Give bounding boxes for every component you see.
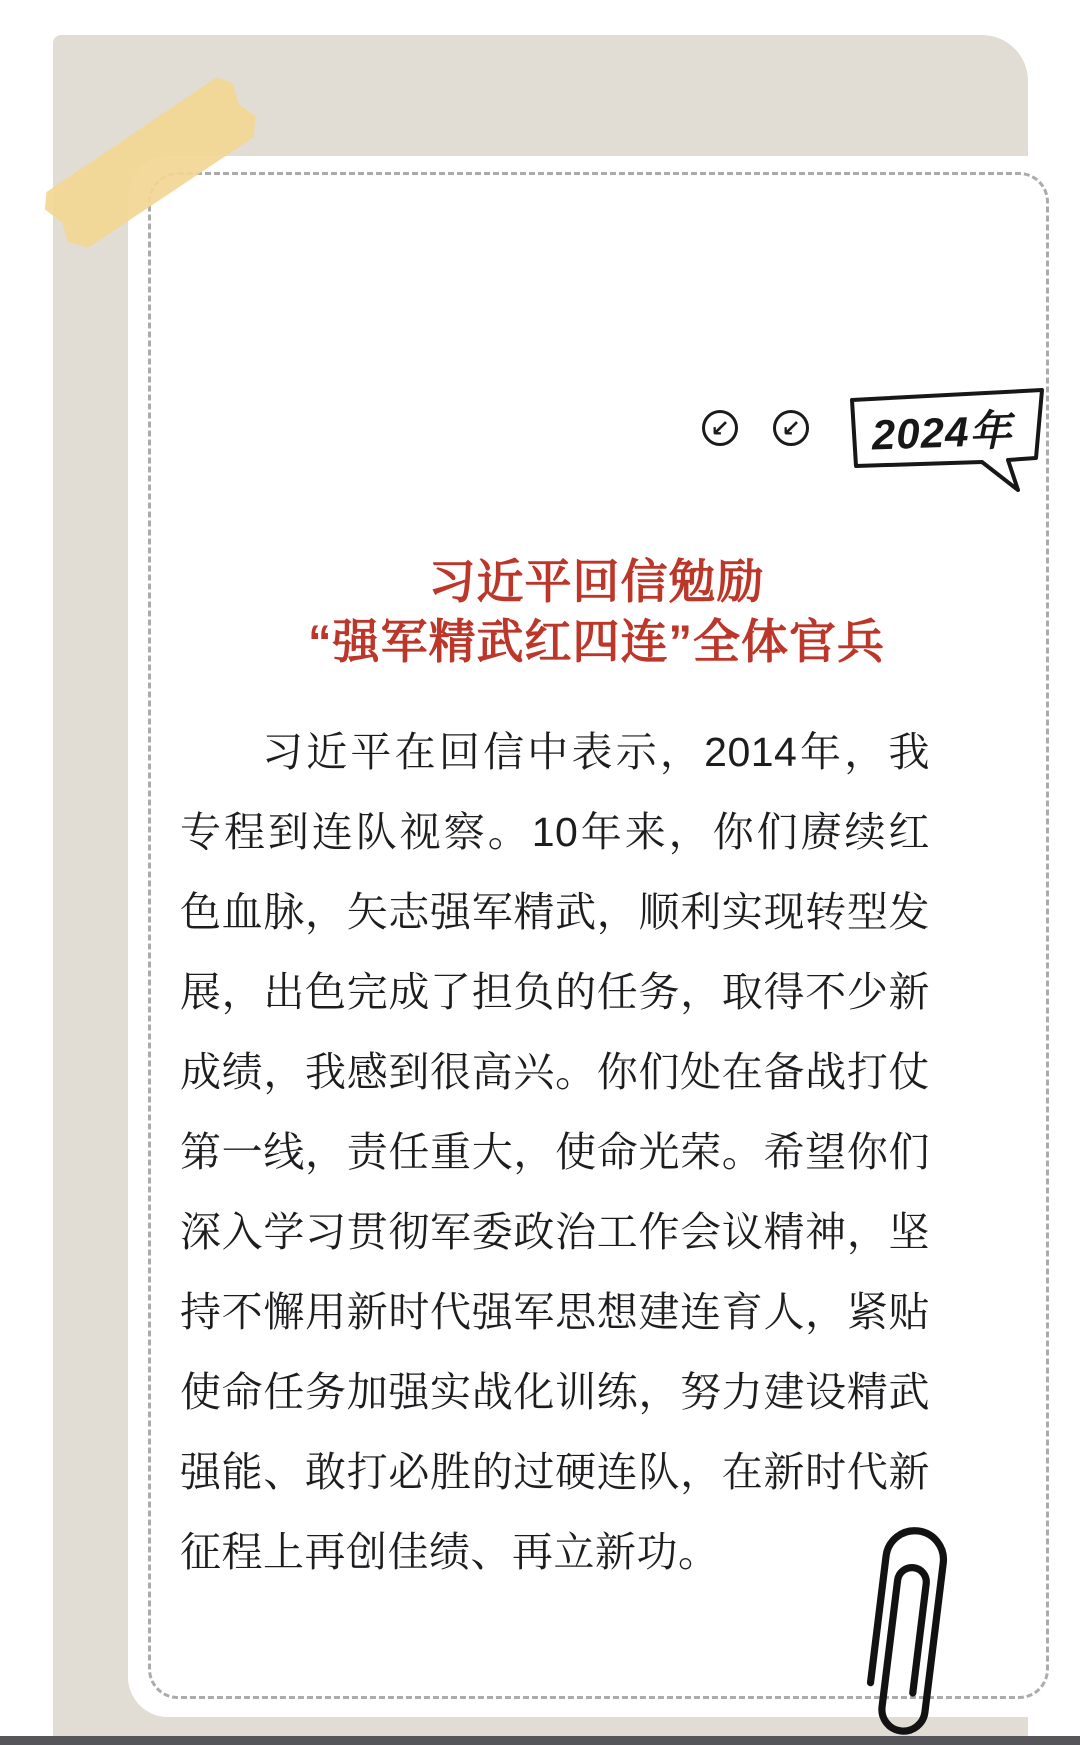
- paper-panel: [53, 35, 1028, 1736]
- article-title-line2: “强军精武红四连”全体官兵: [308, 615, 885, 668]
- article-body: 习近平在回信中表示，2014年，我专程到连队视察。10年来，你们赓续红色血脉，矢志强军精武，顺利实现转型发展，出色完成了担负的任务，取得不少新成绩，我感到很高兴。你们处在备战打仗第一线，责任重大，使命光荣。希望你们深入学习贯彻军委政治工作会议精神，坚持不懈用新时代强军思想建连育人，紧贴使命任务加强实战化训练，努力建设精武强能、敢打必胜的过硬连队，在新时代新征程上再创佳绩、再立新功。: [180, 729, 930, 1575]
- article-title-line1: 习近平回信勉励: [428, 555, 765, 608]
- year-badge: [844, 386, 1050, 504]
- arrow-glyph: ↙: [781, 414, 801, 441]
- arrow-glyph: ↙: [710, 414, 730, 441]
- year-badge-label: 2024年: [871, 406, 1014, 459]
- arrow-down-left-icon: [773, 410, 809, 446]
- letter-card: [128, 156, 1065, 1717]
- arrow-down-left-icon: [702, 410, 738, 446]
- article-title: [128, 552, 1065, 672]
